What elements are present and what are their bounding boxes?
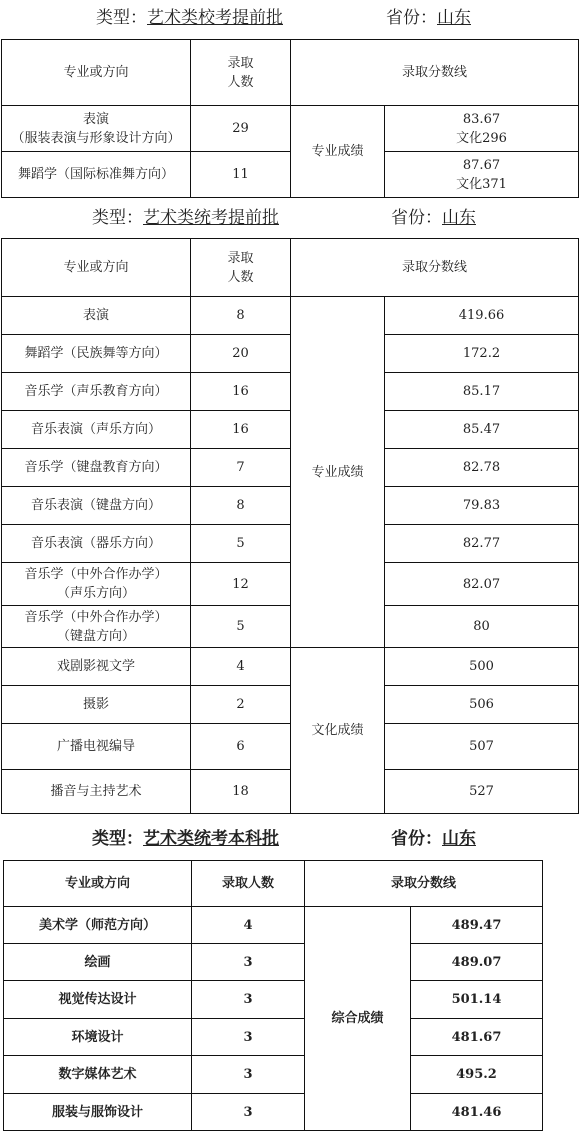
table-section2 xyxy=(1,238,579,814)
major-cell xyxy=(2,106,191,152)
score-cell xyxy=(385,152,579,198)
table-row xyxy=(2,686,579,724)
province-label: 省份： xyxy=(391,208,442,228)
count-cell: 3 xyxy=(192,944,305,981)
major-cell: 音乐学（键盘教育方向） xyxy=(2,449,191,487)
count-cell: 18 xyxy=(191,770,291,814)
major-cell: 舞蹈学（民族舞等方向） xyxy=(2,335,191,373)
count-cell: 12 xyxy=(191,563,291,606)
score-cell: 80 xyxy=(385,606,579,648)
criterion-cell: 文化成绩 xyxy=(291,648,385,814)
type-value: 艺术类校考提前批 xyxy=(147,8,283,28)
type-value: 艺术类统考本科批 xyxy=(143,829,279,849)
score-cell: 79.83 xyxy=(385,487,579,525)
score-cell: 506 xyxy=(385,686,579,724)
table-row xyxy=(4,1056,543,1094)
table-row xyxy=(4,1019,543,1056)
table-row xyxy=(2,297,579,335)
score-cell: 481.67 xyxy=(411,1019,543,1056)
province-value: 山东 xyxy=(442,208,476,228)
count-cell: 3 xyxy=(192,981,305,1019)
section2-title xyxy=(92,205,279,231)
section3-title xyxy=(92,826,279,852)
major-cell: 音乐表演（键盘方向） xyxy=(2,487,191,525)
score-cell: 85.47 xyxy=(385,411,579,449)
major-cell: 绘画 xyxy=(4,944,192,981)
score-cell: 501.14 xyxy=(411,981,543,1019)
major-cell xyxy=(2,606,191,648)
major-cell: 戏剧影视文学 xyxy=(2,648,191,686)
major-cell: 音乐表演（声乐方向） xyxy=(2,411,191,449)
major-line1: 表演 xyxy=(82,111,109,127)
header-count xyxy=(191,239,291,297)
header-count xyxy=(191,40,291,106)
count-cell: 29 xyxy=(191,106,291,152)
section1-province xyxy=(386,5,471,31)
section3-province xyxy=(391,826,476,852)
count-cell: 8 xyxy=(191,297,291,335)
section2-province xyxy=(391,205,476,231)
count-cell: 11 xyxy=(191,152,291,198)
major-cell: 广播电视编导 xyxy=(2,724,191,770)
major-cell: 表演 xyxy=(2,297,191,335)
header-count-line2: 人数 xyxy=(227,269,254,285)
score-cell: 489.07 xyxy=(411,944,543,981)
type-value: 艺术类统考提前批 xyxy=(143,208,279,228)
count-cell: 5 xyxy=(191,606,291,648)
score-cell: 527 xyxy=(385,770,579,814)
score-cell: 500 xyxy=(385,648,579,686)
count-cell: 7 xyxy=(191,449,291,487)
score-line2: 文化296 xyxy=(456,130,507,146)
table-row xyxy=(4,907,543,944)
table-row xyxy=(2,152,579,198)
table-row xyxy=(4,981,543,1019)
score-line1: 83.67 xyxy=(462,111,501,127)
major-line2: （声乐方向） xyxy=(56,586,135,601)
table-row xyxy=(2,525,579,563)
table-row xyxy=(4,1094,543,1131)
major-cell: 视觉传达设计 xyxy=(4,981,192,1019)
criterion-cell: 综合成绩 xyxy=(305,907,411,1131)
major-cell: 数字媒体艺术 xyxy=(4,1056,192,1094)
major-cell: 舞蹈学（国际标准舞方向） xyxy=(2,152,191,198)
province-value: 山东 xyxy=(442,829,476,849)
table-row xyxy=(2,563,579,606)
score-cell: 172.2 xyxy=(385,335,579,373)
major-cell: 音乐学（声乐教育方向） xyxy=(2,373,191,411)
criterion-cell: 专业成绩 xyxy=(291,106,385,198)
table-row xyxy=(2,606,579,648)
count-cell: 4 xyxy=(191,648,291,686)
header-major: 专业或方向 xyxy=(2,40,191,106)
score-cell: 82.77 xyxy=(385,525,579,563)
section1-title xyxy=(96,5,283,31)
count-cell: 16 xyxy=(191,411,291,449)
major-cell: 摄影 xyxy=(2,686,191,724)
table-section3 xyxy=(3,860,543,1131)
major-cell: 音乐表演（器乐方向） xyxy=(2,525,191,563)
score-cell: 507 xyxy=(385,724,579,770)
type-label: 类型： xyxy=(92,829,143,849)
header-score: 录取分数线 xyxy=(305,861,543,907)
table-row xyxy=(2,770,579,814)
table-row xyxy=(2,449,579,487)
count-cell: 3 xyxy=(192,1056,305,1094)
table-row xyxy=(2,648,579,686)
score-cell: 82.78 xyxy=(385,449,579,487)
type-label: 类型： xyxy=(96,8,147,28)
score-cell: 481.46 xyxy=(411,1094,543,1131)
major-cell: 播音与主持艺术 xyxy=(2,770,191,814)
header-count-line1: 录取 xyxy=(227,250,254,266)
type-label: 类型： xyxy=(92,208,143,228)
province-value: 山东 xyxy=(437,8,471,28)
score-cell: 419.66 xyxy=(385,297,579,335)
header-major: 专业或方向 xyxy=(4,861,192,907)
major-line1: 音乐学（中外合作办学） xyxy=(24,567,168,582)
score-line1: 87.67 xyxy=(462,157,501,173)
header-major: 专业或方向 xyxy=(2,239,191,297)
count-cell: 4 xyxy=(192,907,305,944)
header-count-line1: 录取 xyxy=(227,55,254,71)
count-cell: 6 xyxy=(191,724,291,770)
major-cell: 环境设计 xyxy=(4,1019,192,1056)
header-count: 录取人数 xyxy=(192,861,305,907)
table-row xyxy=(2,724,579,770)
table-row xyxy=(2,373,579,411)
table-row xyxy=(2,335,579,373)
table-row xyxy=(2,411,579,449)
table-row xyxy=(2,106,579,152)
score-line2: 文化371 xyxy=(456,176,507,192)
header-score: 录取分数线 xyxy=(291,239,579,297)
major-cell xyxy=(2,563,191,606)
score-cell: 495.2 xyxy=(411,1056,543,1094)
score-cell: 489.47 xyxy=(411,907,543,944)
major-line1: 音乐学（中外合作办学） xyxy=(24,609,168,625)
table-row xyxy=(4,944,543,981)
major-cell: 美术学（师范方向） xyxy=(4,907,192,944)
count-cell: 8 xyxy=(191,487,291,525)
table-row xyxy=(2,487,579,525)
major-cell: 服装与服饰设计 xyxy=(4,1094,192,1131)
major-line2: （服装表演与形象设计方向） xyxy=(11,130,181,146)
count-cell: 5 xyxy=(191,525,291,563)
criterion-cell: 专业成绩 xyxy=(291,297,385,648)
header-count-line2: 人数 xyxy=(227,74,254,90)
table-section1 xyxy=(1,39,579,198)
score-cell xyxy=(385,106,579,152)
count-cell: 20 xyxy=(191,335,291,373)
count-cell: 2 xyxy=(191,686,291,724)
province-label: 省份： xyxy=(386,8,437,28)
count-cell: 16 xyxy=(191,373,291,411)
province-label: 省份： xyxy=(391,829,442,849)
count-cell: 3 xyxy=(192,1094,305,1131)
score-cell: 85.17 xyxy=(385,373,579,411)
header-score: 录取分数线 xyxy=(291,40,579,106)
count-cell: 3 xyxy=(192,1019,305,1056)
score-cell: 82.07 xyxy=(385,563,579,606)
major-line2: （键盘方向） xyxy=(56,628,135,644)
